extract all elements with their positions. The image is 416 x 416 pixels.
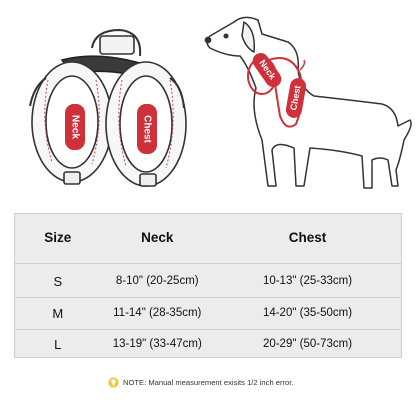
neck-cell: 13-19" (33-47cm) <box>112 338 202 350</box>
size-chart-table <box>14 213 402 358</box>
size-cell: S <box>53 273 63 289</box>
chest-cell: 10-13" (25-33cm) <box>262 275 353 287</box>
harness-and-dog-illustration <box>0 0 416 205</box>
harness-drawing <box>30 30 186 186</box>
table-header-row <box>15 214 401 260</box>
harness-neck-tag <box>65 104 85 150</box>
chest-cell: 14-20" (35-50cm) <box>262 307 353 319</box>
dog-chest-label: Chest <box>288 84 303 112</box>
dog-drawing <box>205 17 411 188</box>
harness-chest-tag <box>137 104 157 154</box>
header-size: Size <box>44 229 72 245</box>
table-row <box>15 297 401 329</box>
header-neck: Neck <box>141 229 174 245</box>
table-row <box>15 265 401 297</box>
table-row <box>15 329 401 359</box>
light-bulb-icon <box>108 377 119 388</box>
header-divider <box>15 263 401 264</box>
measurement-note <box>108 377 294 388</box>
chest-cell: 20-29" (50-73cm) <box>262 338 353 350</box>
neck-cell: 8-10" (20-25cm) <box>115 275 199 287</box>
size-cell: L <box>54 336 62 352</box>
note-text: NOTE: Manual measurement exisits 1/2 inch error. <box>123 378 294 387</box>
size-cell: M <box>52 305 64 321</box>
harness-chest-label: Chest <box>141 115 153 143</box>
harness-neck-label: Neck <box>69 115 81 139</box>
neck-cell: 11-14" (28-35cm) <box>113 307 202 319</box>
header-chest: Chest <box>288 229 327 245</box>
dog-neck-label: Neck <box>257 57 278 82</box>
